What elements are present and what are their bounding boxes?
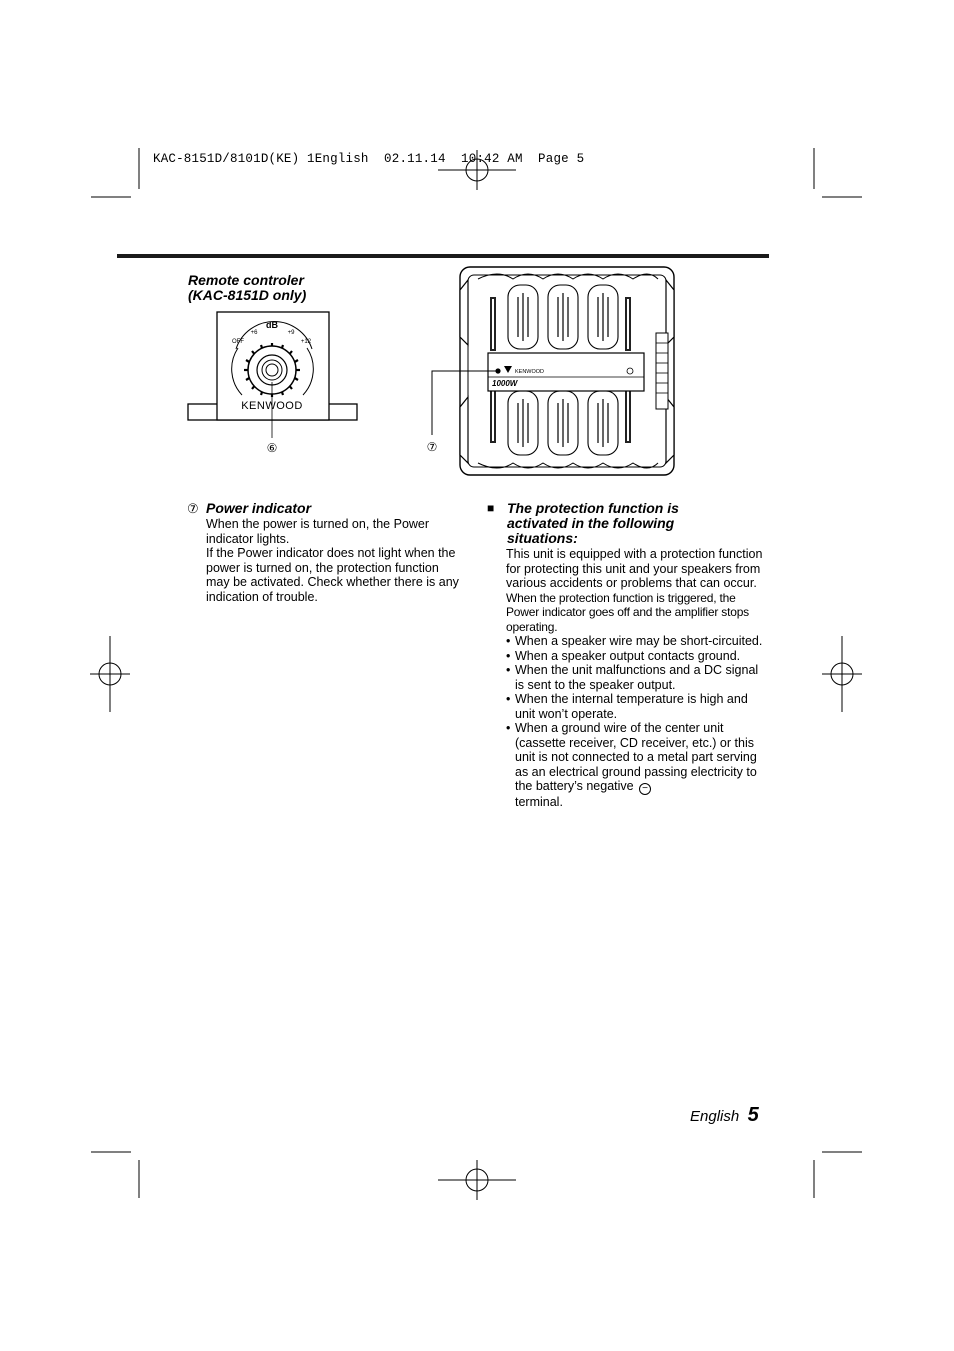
remote-title-line1: Remote controler [188,272,304,288]
protection-title: The protection function is activated in the following situations: [507,500,679,546]
protection-body [506,547,768,810]
amplifier-figure [418,265,676,480]
protection-bullet-2: • When a speaker output contacts ground. [506,649,768,664]
remote-db-label: dB [266,320,278,330]
power-indicator-section [187,501,467,604]
remote-controller-figure [186,310,362,460]
remote-title-line2: (KAC-8151D only) [188,287,307,303]
remote-callout-number: ⑥ [266,441,278,455]
protection-bullet-3: • When the unit malfunctions and a DC signal is sent to the speaker output. [506,663,768,692]
protection-bullet-5 [506,721,768,810]
remote-figure-title [188,273,306,303]
page-footer [690,1104,759,1127]
protection-marker: ■ [487,501,495,515]
remote-scale-plus6: +6 [250,330,258,336]
remote-scale-plus9: +9 [287,330,295,336]
protection-bullet-5-text: When a ground wire of the center unit (cassette receiver, CD receiver, etc.) or this unit is not connected to a metal part serving as an electrical ground passing electricity to the battery’s negative [515,721,757,793]
protection-bullet-5-end: terminal. [515,795,563,809]
section-rule [117,254,769,258]
amp-callout-number: ⑦ [426,440,438,454]
page-number: 5 [747,1104,759,1126]
protection-bullet-4: • When the internal temperature is high and unit won’t operate. [506,692,768,721]
protection-paragraph-2: When the protection function is triggered, the Power indicator goes off and the amplifier stops operating. [506,590,749,634]
power-indicator-heading [187,501,467,517]
power-indicator-number: ⑦ [187,501,199,516]
remote-brand-logo: KENWOOD [241,400,303,412]
protection-paragraph-1: This unit is equipped with a protection function for protecting this unit and your speakers from various accidents or problems that can occur. [506,547,763,590]
power-indicator-body [206,517,462,604]
negative-symbol: − [642,783,649,794]
remote-scale-plus12: +12 [300,339,312,345]
footer-language: English [690,1108,740,1125]
print-slug: KAC-8151D/8101D(KE) 1English 02.11.14 10:42 AM Page 5 [153,152,585,166]
amp-brand-logo: KENWOOD [515,369,545,375]
power-indicator-paragraph-1: When the power is turned on, the Power indicator lights. [206,517,430,546]
protection-bullet-1: • When a speaker wire may be short-circuited. [506,634,768,649]
power-indicator-paragraph-2: If the Power indicator does not light when the power is turned on, the protection function may be activated. Check whether there is any indication of trouble. [206,546,459,604]
protection-heading [487,501,732,546]
protection-section [487,501,767,810]
amp-power-rating: 1000W [492,379,518,388]
negative-terminal-icon [639,783,651,795]
power-indicator-title: Power indicator [206,500,312,516]
protection-bullet-list [506,634,768,810]
remote-scale-off: OFF [232,339,244,345]
